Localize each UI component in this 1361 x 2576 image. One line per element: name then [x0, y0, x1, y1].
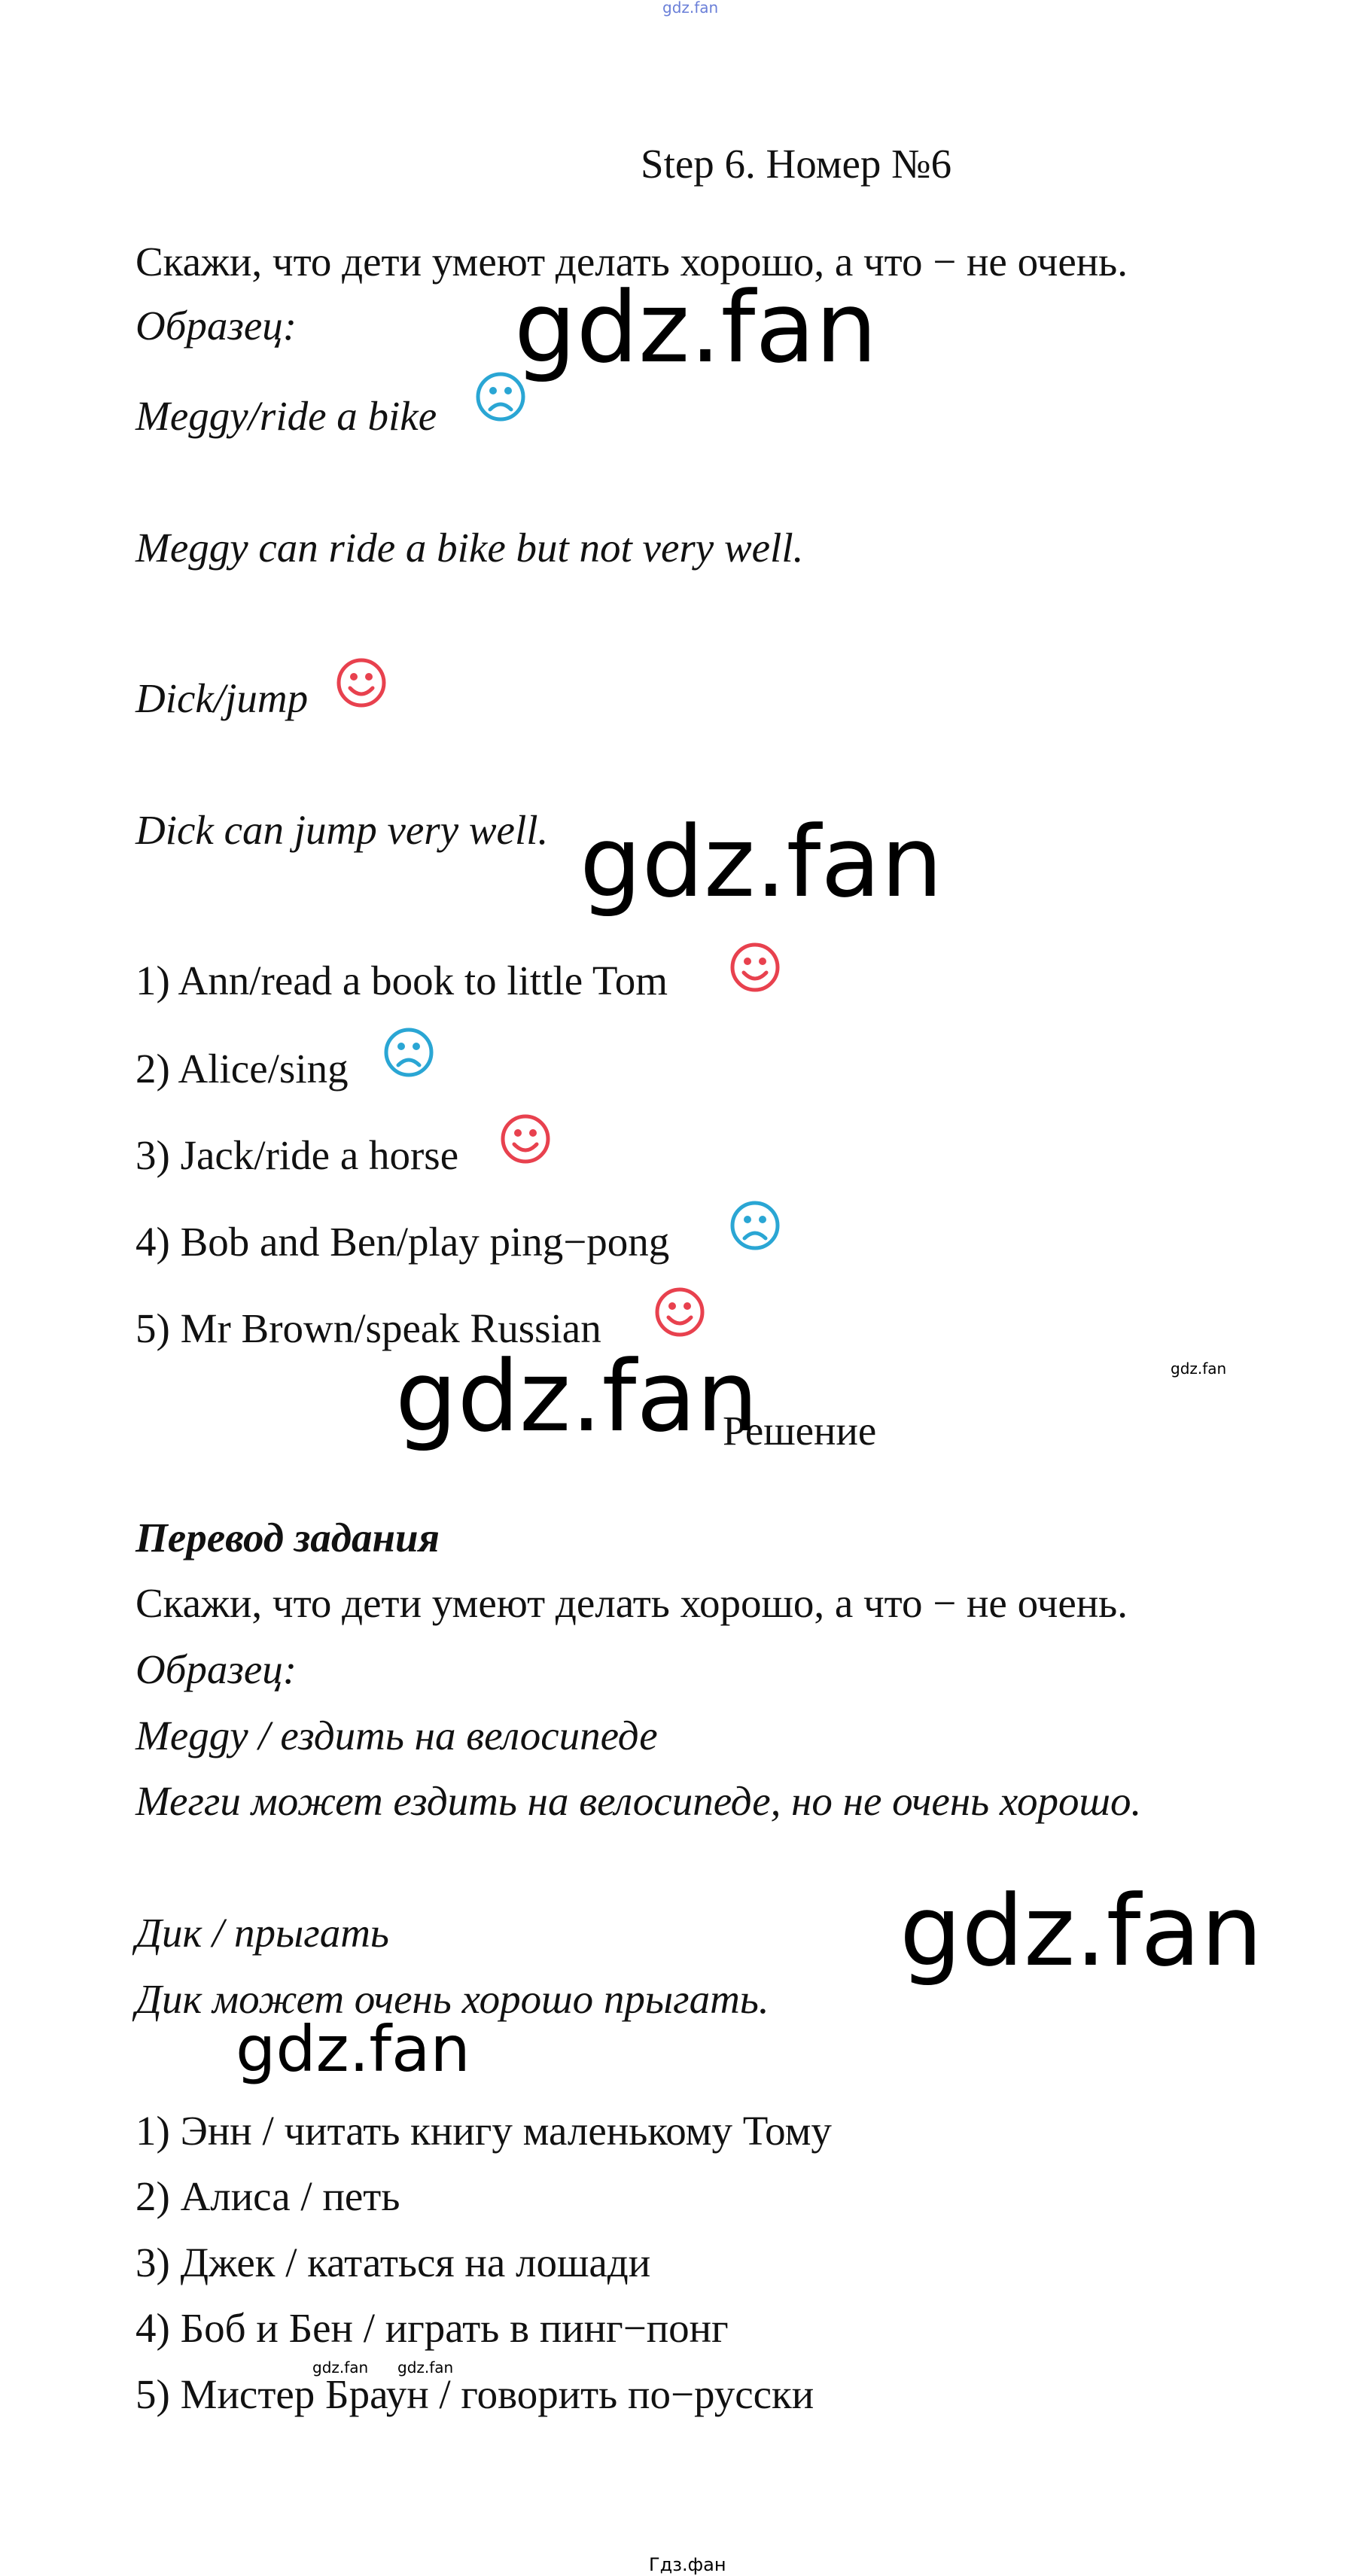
footer-watermark: Гдз.фан — [649, 2554, 726, 2575]
translation-item: 4) Боб и Бен / играть в пинг−понг — [135, 2305, 729, 2351]
example1-answer: Meggy can ride a bike but not very well. — [135, 525, 804, 571]
translation-example1-prompt: Meggy / ездить на велосипеде — [135, 1713, 658, 1758]
task-sample-label: Образец: — [135, 303, 297, 349]
example2-answer: Dick can jump very well. — [135, 807, 549, 853]
translation-heading: Перевод задания — [135, 1515, 440, 1561]
task-item: 1) Ann/read a book to little Tom — [135, 958, 668, 1003]
translation-item: 2) Алиса / петь — [135, 2173, 400, 2219]
happy-face-icon — [729, 941, 781, 994]
watermark: gdz.fan — [236, 2012, 470, 2086]
watermark-small: gdz.fan — [397, 2358, 454, 2377]
solution-label: Решение — [723, 1408, 877, 1454]
watermark: gdz.fan — [514, 270, 878, 385]
happy-face-icon — [653, 1286, 706, 1338]
example1-prompt: Meggy/ride a bike — [135, 393, 437, 439]
watermark: gdz.fan — [900, 1874, 1263, 1988]
translation-example2-prompt: Дик / прыгать — [135, 1910, 389, 1956]
sad-face-icon — [382, 1026, 435, 1079]
watermark: gdz.fan — [395, 1339, 759, 1454]
example2-prompt: Dick/jump — [135, 675, 309, 721]
watermark: gdz.fan — [580, 805, 943, 919]
translation-instruction: Скажи, что дети умеют делать хорошо, а что − не очень. — [135, 1580, 1128, 1626]
task-item: 4) Bob and Ben/play ping−pong — [135, 1219, 670, 1265]
top-watermark: gdz.fan — [662, 0, 719, 17]
translation-item: 1) Энн / читать книгу маленькому Тому — [135, 2108, 832, 2154]
translation-example1-answer: Мегги может ездить на велосипеде, но не очень хорошо. — [135, 1778, 1142, 1824]
task-item: 5) Mr Brown/speak Russian — [135, 1305, 601, 1351]
task-item: 2) Alice/sing — [135, 1046, 349, 1092]
watermark-small: gdz.fan — [312, 2358, 369, 2377]
sad-face-icon — [729, 1199, 781, 1252]
translation-item: 5) Мистер Браун / говорить по−русски — [135, 2371, 814, 2417]
watermark-small: gdz.fan — [1171, 1360, 1227, 1378]
translation-item: 3) Джек / кататься на лошади — [135, 2240, 651, 2285]
translation-sample-label: Образец: — [135, 1646, 297, 1692]
task-item: 3) Jack/ride a horse — [135, 1132, 459, 1178]
translation-example2-answer: Дик может очень хорошо прыгать. — [135, 1976, 769, 2022]
happy-face-icon — [335, 656, 388, 709]
task-instruction: Скажи, что дети умеют делать хорошо, а что − не очень. — [135, 239, 1128, 285]
happy-face-icon — [499, 1113, 552, 1165]
page-title: Step 6. Номер №6 — [641, 141, 952, 187]
